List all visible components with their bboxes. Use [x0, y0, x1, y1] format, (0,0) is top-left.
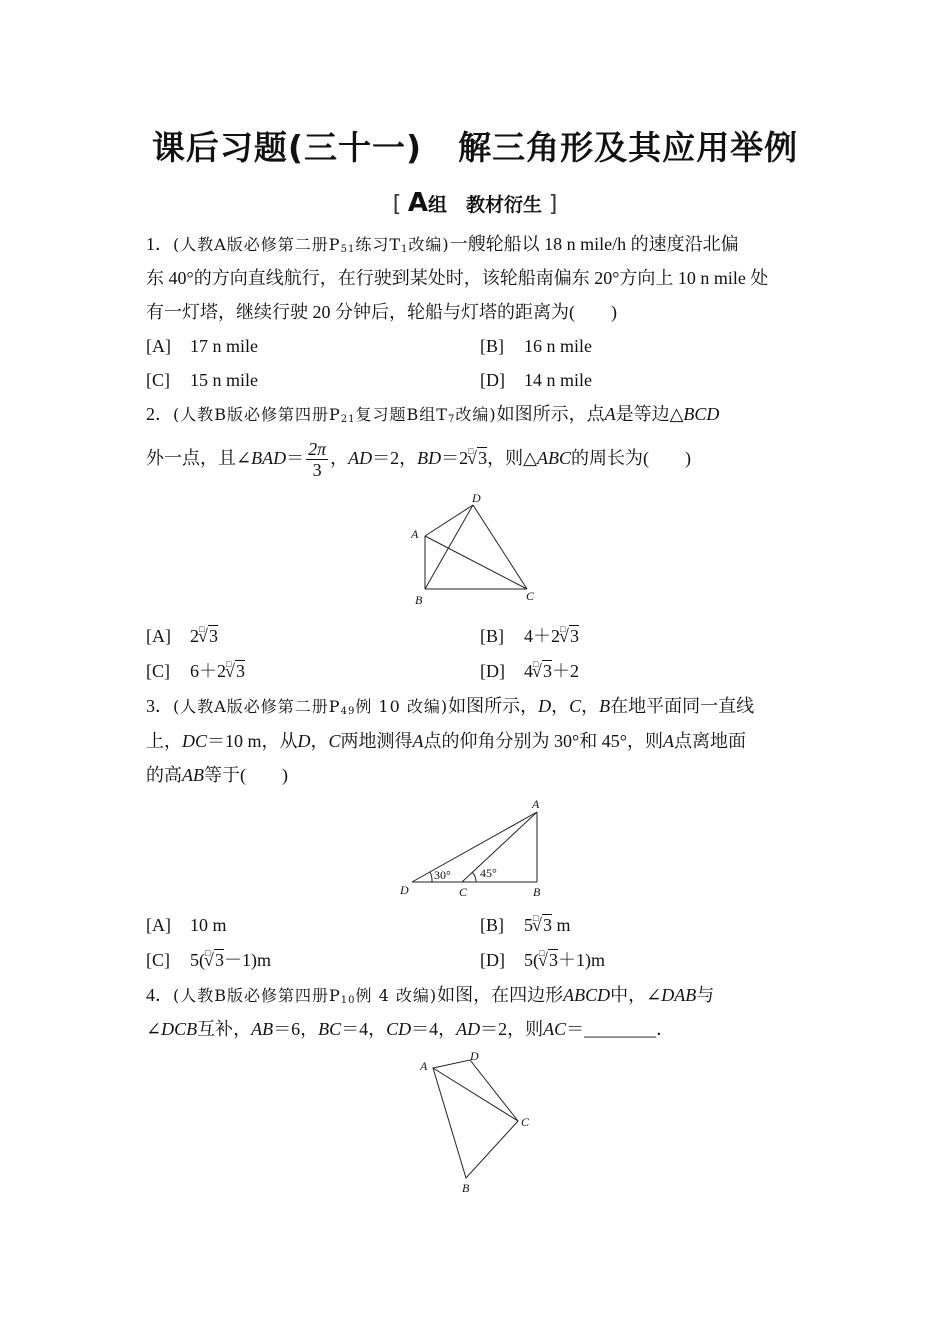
title-main: 课后习题(三十一)	[151, 128, 423, 167]
q3-angle-45: 45°	[480, 866, 497, 880]
group-bracket-open: [	[392, 192, 402, 217]
q3-label-a: A	[532, 797, 540, 811]
q4-label-b: B	[462, 1181, 470, 1195]
q4-line-2: ∠DCB互补，AB＝6，BC＝4，CD＝4，AD＝2，则AC＝________．	[146, 1019, 675, 1039]
q1-line-3: 有一灯塔，继续行驶 20 分钟后，轮船与灯塔的距离为( )	[146, 302, 617, 322]
q4-source: (人教B版必修第四册$P_{10}$例 4 改编)	[173, 986, 438, 1006]
q2-source: (人教B版必修第四册$P_{21}$复习题B组$T_7$改编)	[173, 405, 497, 425]
q3-arc-30	[430, 872, 432, 882]
q3-option-d[interactable]: [D] 5( √ □ 3＋1)m	[480, 948, 605, 972]
q2-line-2: 外一点，且∠BAD＝ $\frac{2\pi}{3}$ ，AD＝2，BD＝2 √ □ 3，则△ABC的周长为( )	[146, 436, 810, 480]
q4-label-d: D	[470, 1049, 479, 1063]
q1-option-a[interactable]: [A] 17 n mile	[146, 336, 258, 356]
group-bracket-close: ]	[548, 192, 558, 217]
q3-arc-45	[472, 872, 476, 882]
q1-text: 一艘轮船以 18 n mile/h 的速度沿北偏	[449, 234, 739, 254]
q3-option-c[interactable]: [C] 5( √ □ 3－1)m	[146, 948, 271, 972]
fraction-2pi-3: $\frac{2\pi}{3}$	[308, 439, 327, 481]
q2-label-c: C	[526, 589, 535, 603]
q1-source: (人教A版必修第二册$P_{51}$练习$T_1$改编)	[173, 235, 450, 255]
q3-line-2: 上，DC＝10 m，从D，C两地测得A点的仰角分别为 30°和 45°，则A点离地面	[146, 731, 746, 751]
q3-figure	[392, 794, 562, 904]
sqrt-3: √ □ 3	[468, 436, 487, 480]
q2-segment-ad	[425, 505, 473, 536]
q2-option-a[interactable]: [A] 2 √ □ 3	[146, 624, 218, 648]
q3-line-1: 3．(人教A版必修第二册$P_{49}$例 10 改编)如图所示，D，C，B在地平面同一直线	[146, 696, 755, 717]
q3-option-a[interactable]: [A] 10 m	[146, 915, 227, 935]
q3-line-ca	[462, 812, 537, 882]
q2-option-c[interactable]: [C] 6＋2 √ □ 3	[146, 659, 245, 683]
q1-line-1	[146, 232, 810, 262]
q1-line-2: 东 40°的方向直线航行，在行驶到某处时，该轮船南偏东 20°方向上 10 n mile 处	[146, 268, 769, 288]
q3-label-b: B	[533, 885, 541, 899]
q2-label-b: B	[415, 593, 423, 607]
q1-option-c[interactable]: [C] 15 n mile	[146, 370, 258, 390]
q1-number: 1．	[146, 234, 173, 254]
q3-option-b[interactable]: [B] 5 √ □ 3 m	[480, 913, 571, 937]
q4-diagonal-ac	[433, 1068, 518, 1121]
q4-quadrilateral	[433, 1060, 518, 1178]
title-sub: 解三角形及其应用举例	[458, 128, 799, 167]
q4-answer-blank[interactable]: ＝________．	[566, 1019, 675, 1039]
q2-option-d[interactable]: [D] 4 √ □ 3＋2	[480, 659, 579, 683]
q2-label-d: D	[472, 491, 481, 505]
page-title	[0, 122, 950, 169]
group-label: 组 教材衍生	[428, 194, 543, 216]
q4-figure	[410, 1046, 550, 1196]
q3-label-d: D	[400, 883, 409, 897]
group-letter: A	[407, 188, 429, 218]
q2-label-a: A	[411, 527, 419, 541]
q2-figure	[400, 488, 560, 608]
q4-line-1: 4．(人教B版必修第四册$P_{10}$例 4 改编)如图，在四边形ABCD中，∠DAB与	[146, 985, 715, 1006]
q2-segment-bd	[425, 505, 473, 589]
q1-option-d[interactable]: [D] 14 n mile	[480, 370, 592, 390]
q2-segment-dc	[473, 505, 527, 589]
q4-label-a: A	[420, 1059, 428, 1073]
q1-option-b[interactable]: [B] 16 n mile	[480, 336, 592, 356]
q3-line-da	[412, 812, 537, 882]
group-header	[0, 188, 950, 218]
q4-label-c: C	[521, 1115, 530, 1129]
q2-line-1: 2．(人教B版必修第四册$P_{21}$复习题B组$T_7$改编)如图所示，点A是等边△BCD	[146, 404, 720, 425]
q3-label-c: C	[459, 885, 468, 899]
q3-source: (人教A版必修第二册$P_{49}$例 10 改编)	[173, 697, 449, 717]
q3-line-3: 的高AB等于( )	[146, 765, 288, 785]
q2-option-b[interactable]: [B] 4＋2 √ □ 3	[480, 624, 579, 648]
q3-angle-30: 30°	[434, 868, 451, 882]
